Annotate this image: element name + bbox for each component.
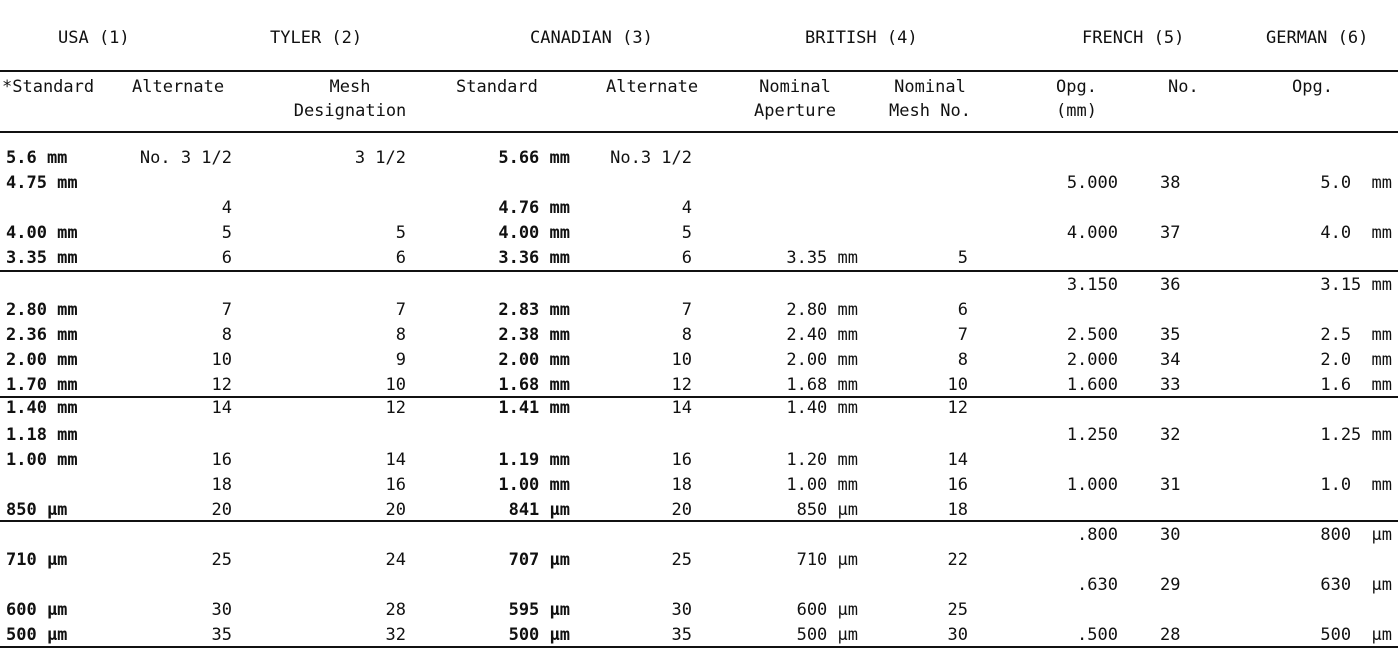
cell-br-mesh: 22 [947, 550, 968, 570]
cell-can-alt: 20 [671, 500, 692, 520]
cell-de: 2.0 mm [1320, 350, 1392, 370]
section-rule [0, 396, 1398, 398]
cell-can-std: 1.41 mm [498, 398, 570, 418]
cell-fr-opg: 2.500 [1066, 325, 1118, 345]
cell-can-alt: 14 [671, 398, 692, 418]
subheader-british-aperture: Aperture [754, 101, 836, 121]
cell-usa-std: 1.40 mm [6, 398, 78, 418]
group-header-canadian: CANADIAN (3) [530, 28, 653, 48]
header-top-rule [0, 70, 1398, 72]
cell-usa-std: 710 µm [6, 550, 68, 570]
cell-can-std: 2.83 mm [498, 300, 570, 320]
cell-br-ap: 2.40 mm [786, 325, 858, 345]
cell-tyler: 32 [385, 625, 406, 645]
section-rule [0, 520, 1398, 522]
cell-can-std: 707 µm [508, 550, 570, 570]
cell-fr-no: 37 [1160, 223, 1181, 243]
cell-br-ap: 1.40 mm [786, 398, 858, 418]
cell-tyler: 28 [385, 600, 406, 620]
cell-de: 5.0 mm [1320, 173, 1392, 193]
subheader-british-mesh-no: Mesh No. [889, 101, 971, 121]
cell-br-ap: 2.00 mm [786, 350, 858, 370]
cell-br-ap: 600 µm [796, 600, 858, 620]
cell-tyler: 7 [395, 300, 406, 320]
cell-usa-std: 4.75 mm [6, 173, 78, 193]
cell-br-mesh: 10 [947, 375, 968, 395]
cell-de: 1.25 mm [1320, 425, 1392, 445]
cell-usa-std: 1.18 mm [6, 425, 78, 445]
cell-fr-opg: 4.000 [1066, 223, 1118, 243]
cell-can-alt: 6 [681, 248, 692, 268]
cell-br-mesh: 5 [957, 248, 968, 268]
cell-de: 1.0 mm [1320, 475, 1392, 495]
cell-tyler: 5 [395, 223, 406, 243]
subheader-french-mm: (mm) [1056, 101, 1097, 121]
cell-fr-no: 29 [1160, 575, 1181, 595]
cell-fr-no: 34 [1160, 350, 1181, 370]
cell-usa-std: 500 µm [6, 625, 68, 645]
header-bottom-rule [0, 131, 1398, 133]
cell-fr-opg: 1.250 [1066, 425, 1118, 445]
cell-usa-std: 1.70 mm [6, 375, 78, 395]
cell-fr-opg: 5.000 [1066, 173, 1118, 193]
cell-usa-alt: 10 [211, 350, 232, 370]
cell-fr-no: 38 [1160, 173, 1181, 193]
cell-fr-opg: 3.150 [1066, 275, 1118, 295]
cell-usa-alt: 8 [221, 325, 232, 345]
cell-br-ap: 1.20 mm [786, 450, 858, 470]
cell-can-alt: 18 [671, 475, 692, 495]
group-header-usa: USA (1) [58, 28, 130, 48]
cell-can-std: 3.36 mm [498, 248, 570, 268]
cell-fr-no: 30 [1160, 525, 1181, 545]
cell-tyler: 24 [385, 550, 406, 570]
cell-can-alt: 10 [671, 350, 692, 370]
cell-br-mesh: 18 [947, 500, 968, 520]
cell-br-mesh: 7 [957, 325, 968, 345]
cell-fr-no: 36 [1160, 275, 1181, 295]
cell-can-alt: 7 [681, 300, 692, 320]
cell-can-std: 1.68 mm [498, 375, 570, 395]
cell-can-alt: No.3 1/2 [610, 148, 692, 168]
cell-usa-std: 2.80 mm [6, 300, 78, 320]
cell-fr-no: 32 [1160, 425, 1181, 445]
subheader-usa-standard: *Standard [2, 77, 95, 97]
subheader-british-nominal-mesh: Nominal [894, 77, 966, 97]
cell-can-std: 4.00 mm [498, 223, 570, 243]
cell-tyler: 12 [385, 398, 406, 418]
cell-can-std: 1.00 mm [498, 475, 570, 495]
cell-can-std: 2.00 mm [498, 350, 570, 370]
cell-tyler: 9 [395, 350, 406, 370]
cell-usa-alt: 5 [221, 223, 232, 243]
cell-br-mesh: 12 [947, 398, 968, 418]
cell-br-mesh: 25 [947, 600, 968, 620]
cell-tyler: 16 [385, 475, 406, 495]
cell-usa-std: 850 µm [6, 500, 68, 520]
cell-fr-no: 28 [1160, 625, 1181, 645]
cell-de: 500 µm [1320, 625, 1392, 645]
cell-br-ap: 710 µm [796, 550, 858, 570]
cell-tyler: 10 [385, 375, 406, 395]
section-rule [0, 270, 1398, 272]
table-bottom-rule [0, 646, 1398, 648]
cell-de: 4.0 mm [1320, 223, 1392, 243]
subheader-canadian-alternate: Alternate [606, 77, 699, 97]
group-header-german: GERMAN (6) [1266, 28, 1369, 48]
cell-fr-opg: 1.600 [1066, 375, 1118, 395]
subheader-tyler-mesh: Mesh [329, 77, 371, 97]
cell-can-alt: 4 [681, 198, 692, 218]
cell-usa-std: 3.35 mm [6, 248, 78, 268]
cell-fr-opg: 1.000 [1066, 475, 1118, 495]
cell-br-ap: 850 µm [796, 500, 858, 520]
cell-usa-alt: 14 [211, 398, 232, 418]
cell-de: 2.5 mm [1320, 325, 1392, 345]
cell-usa-alt: 18 [211, 475, 232, 495]
cell-can-alt: 8 [681, 325, 692, 345]
cell-tyler: 14 [385, 450, 406, 470]
cell-usa-alt: 25 [211, 550, 232, 570]
cell-br-ap: 3.35 mm [786, 248, 858, 268]
subheader-british-nominal: Nominal [759, 77, 831, 97]
cell-tyler: 3 1/2 [354, 148, 406, 168]
subheader-canadian-standard: Standard [456, 77, 538, 97]
cell-tyler: 20 [385, 500, 406, 520]
cell-usa-std: 5.6 mm [6, 148, 68, 168]
cell-br-mesh: 14 [947, 450, 968, 470]
cell-can-std: 2.38 mm [498, 325, 570, 345]
cell-fr-opg: .500 [1077, 625, 1118, 645]
cell-can-std: 500 µm [508, 625, 570, 645]
cell-br-ap: 500 µm [796, 625, 858, 645]
cell-tyler: 6 [395, 248, 406, 268]
cell-usa-std: 4.00 mm [6, 223, 78, 243]
cell-br-ap: 1.68 mm [786, 375, 858, 395]
cell-usa-std: 600 µm [6, 600, 68, 620]
subheader-german-opg: Opg. [1292, 77, 1333, 97]
subheader-tyler-designation: Designation [293, 101, 407, 121]
cell-usa-alt: 16 [211, 450, 232, 470]
cell-br-mesh: 30 [947, 625, 968, 645]
cell-can-alt: 5 [681, 223, 692, 243]
cell-de: 800 µm [1320, 525, 1392, 545]
cell-usa-std: 1.00 mm [6, 450, 78, 470]
cell-usa-alt: 35 [211, 625, 232, 645]
cell-can-alt: 35 [671, 625, 692, 645]
cell-usa-alt: No. 3 1/2 [139, 148, 232, 168]
cell-can-alt: 12 [671, 375, 692, 395]
group-header-tyler: TYLER (2) [270, 28, 363, 48]
cell-can-std: 4.76 mm [498, 198, 570, 218]
cell-can-alt: 25 [671, 550, 692, 570]
cell-usa-std: 2.00 mm [6, 350, 78, 370]
cell-fr-opg: .800 [1077, 525, 1118, 545]
cell-fr-opg: .630 [1077, 575, 1118, 595]
cell-fr-opg: 2.000 [1066, 350, 1118, 370]
cell-can-std: 1.19 mm [498, 450, 570, 470]
subheader-usa-alternate: Alternate [132, 77, 225, 97]
cell-fr-no: 35 [1160, 325, 1181, 345]
cell-usa-std: 2.36 mm [6, 325, 78, 345]
cell-usa-alt: 6 [221, 248, 232, 268]
cell-usa-alt: 20 [211, 500, 232, 520]
cell-br-mesh: 6 [957, 300, 968, 320]
cell-usa-alt: 4 [221, 198, 232, 218]
cell-can-alt: 16 [671, 450, 692, 470]
subheader-french-opg: Opg. [1056, 77, 1097, 97]
cell-can-std: 5.66 mm [498, 148, 570, 168]
group-header-french: FRENCH (5) [1082, 28, 1185, 48]
cell-can-std: 595 µm [508, 600, 570, 620]
cell-br-mesh: 16 [947, 475, 968, 495]
cell-fr-no: 31 [1160, 475, 1181, 495]
cell-usa-alt: 30 [211, 600, 232, 620]
subheader-french-no: No. [1168, 77, 1199, 97]
group-header-british: BRITISH (4) [805, 28, 918, 48]
cell-de: 3.15 mm [1320, 275, 1392, 295]
cell-usa-alt: 12 [211, 375, 232, 395]
cell-fr-no: 33 [1160, 375, 1181, 395]
cell-br-mesh: 8 [957, 350, 968, 370]
cell-tyler: 8 [395, 325, 406, 345]
cell-de: 630 µm [1320, 575, 1392, 595]
cell-can-alt: 30 [671, 600, 692, 620]
cell-br-ap: 2.80 mm [786, 300, 858, 320]
cell-br-ap: 1.00 mm [786, 475, 858, 495]
cell-de: 1.6 mm [1320, 375, 1392, 395]
cell-usa-alt: 7 [221, 300, 232, 320]
cell-can-std: 841 µm [508, 500, 570, 520]
